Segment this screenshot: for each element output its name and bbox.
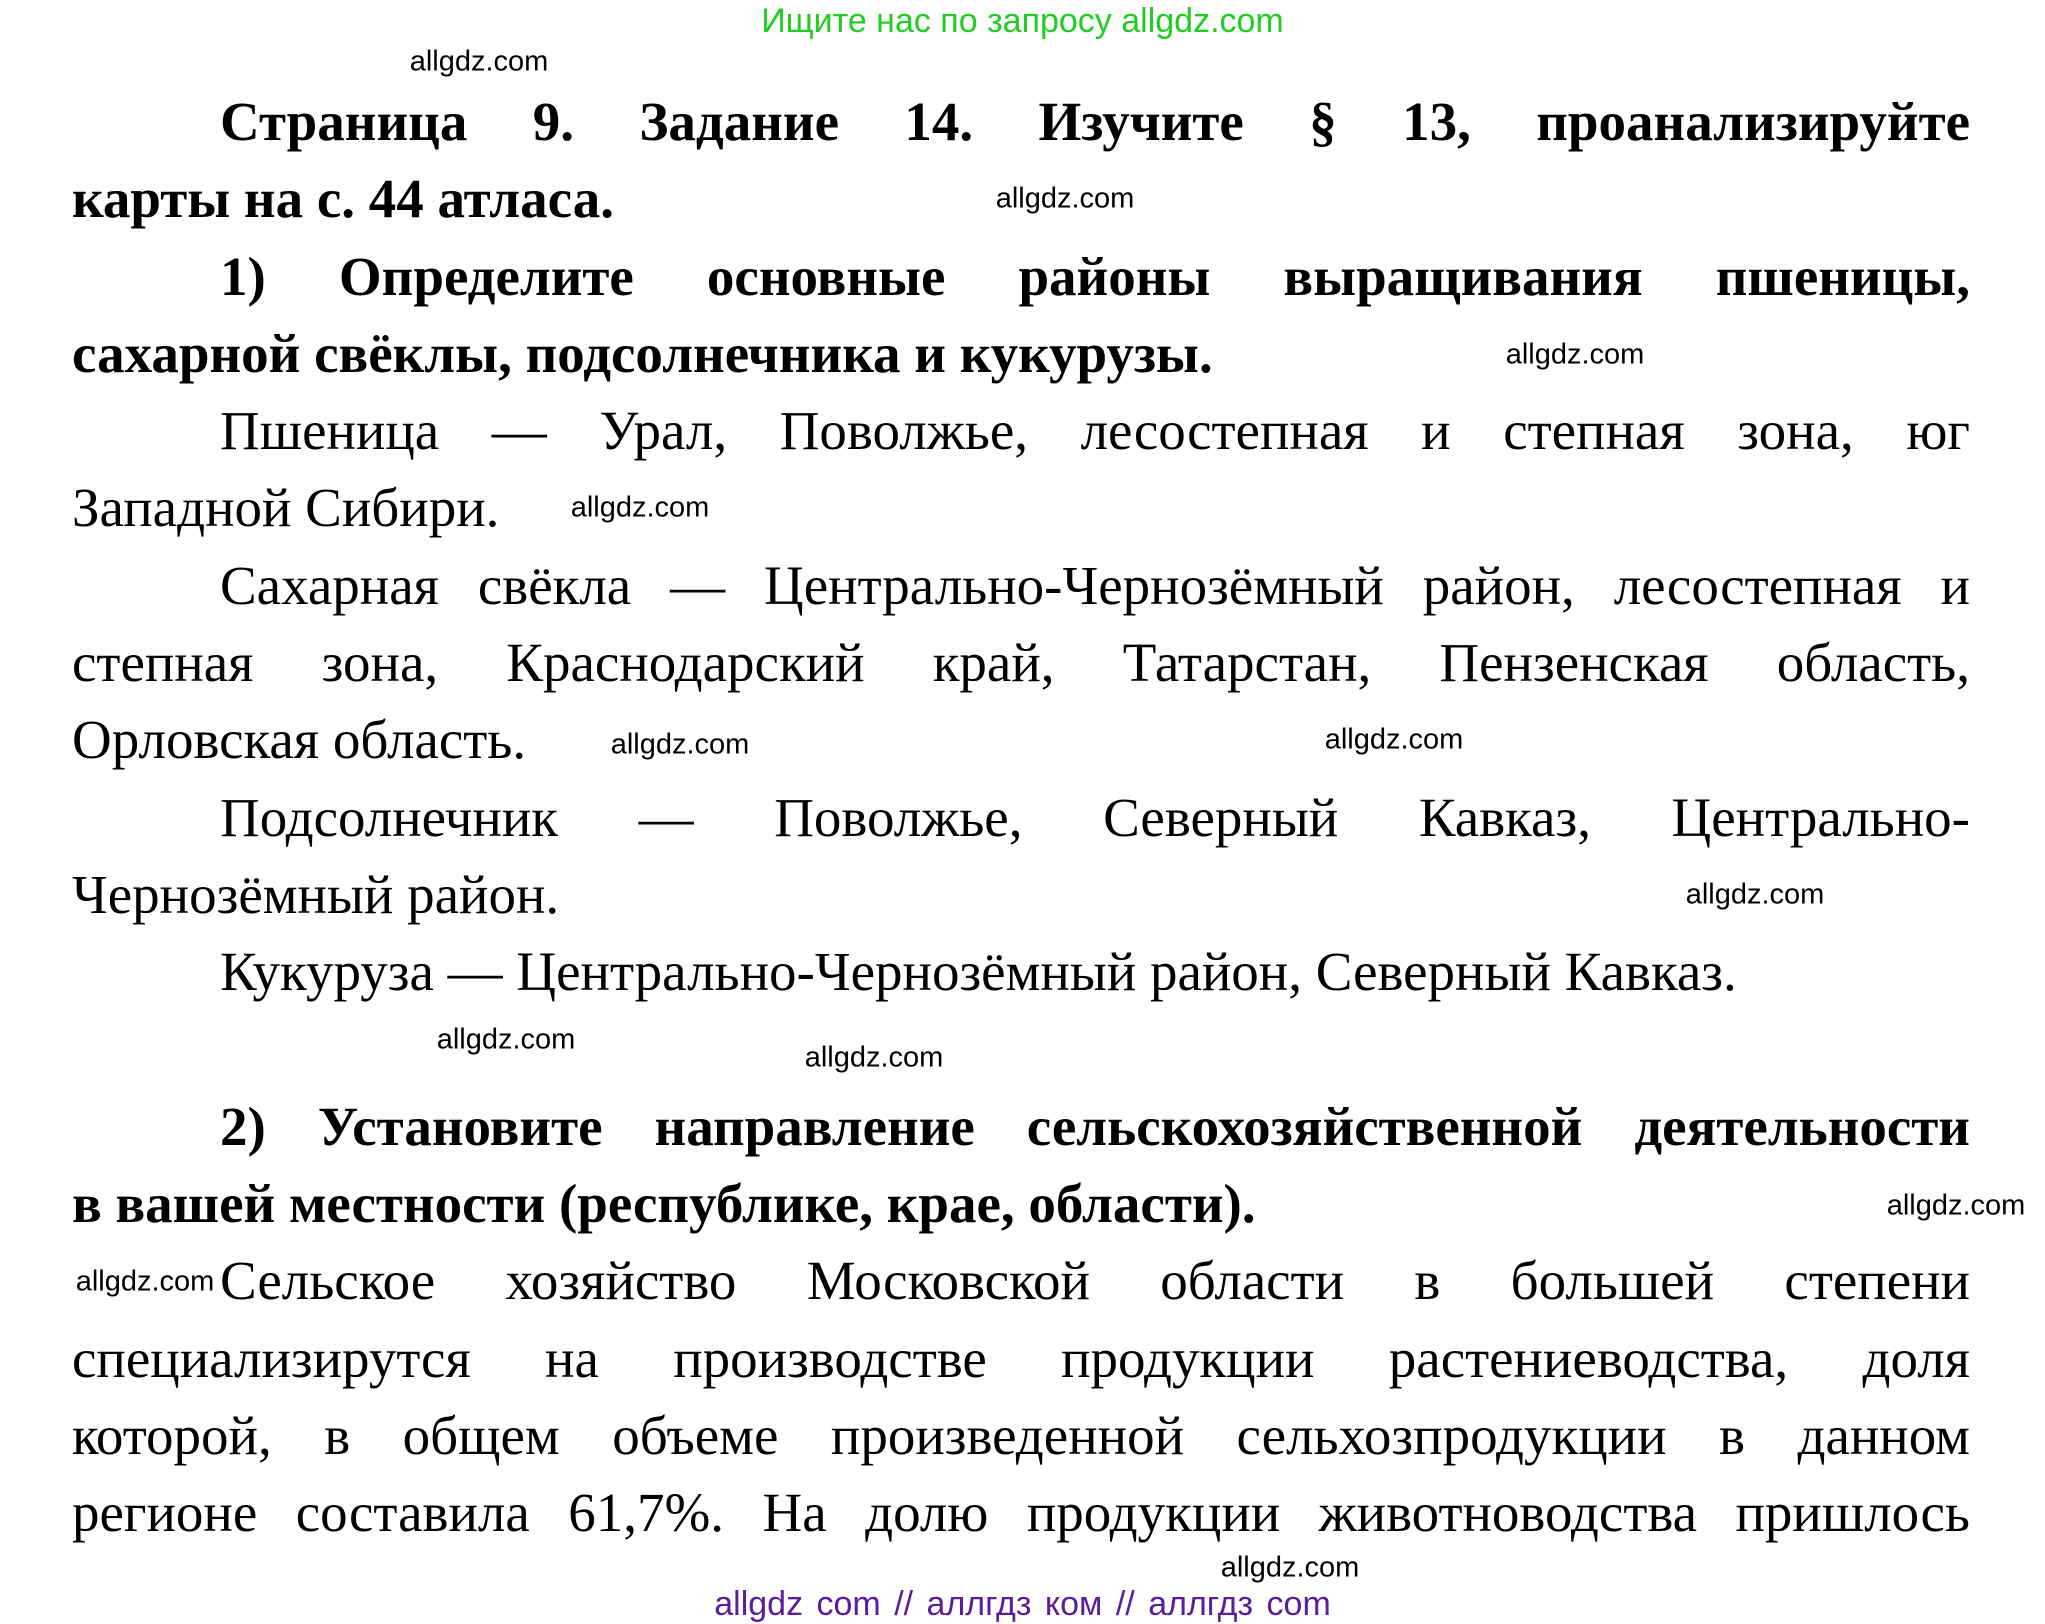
task-heading-line: Страница 9. Задание 14. Изучите § 13, проанализируйте [220, 91, 1970, 152]
watermark: allgdz.com [804, 1041, 944, 1074]
answer-wheat: Пшеница — Урал, Поволжье, лесостепная и степная зона, юг [220, 400, 1970, 462]
answer-sugar-beet: Орловская область. [72, 709, 527, 771]
watermark: allgdz.com [995, 182, 1135, 215]
top-banner[interactable]: Ищите нас по запросу allgdz.com [761, 2, 1284, 40]
question-2-line: 2) Установите направление сельскохозяйственной деятельности [220, 1095, 1970, 1157]
question-2-line: в вашей местности (республике, крае, области). [72, 1173, 1256, 1235]
answer-2-line: специализирутся на производстве продукции растениеводства, доля [72, 1327, 1970, 1389]
watermark: allgdz.com [409, 45, 549, 78]
watermark: allgdz.com [436, 1023, 576, 1056]
document-body [72, 83, 1970, 1552]
bottom-banner[interactable]: allgdz com // аллгдз ком // аллгдз com [714, 1585, 1331, 1623]
answer-2-line: Сельское хозяйство Московской области в большей степени [220, 1250, 1970, 1312]
watermark: allgdz.com [1886, 1189, 2026, 1222]
answer-sunflower: Чернозёмный район. [72, 863, 560, 925]
watermark: allgdz.com [1220, 1551, 1360, 1584]
watermark: allgdz.com [1324, 723, 1464, 756]
watermark: allgdz.com [75, 1265, 215, 1298]
answer-wheat: Западной Сибири. [72, 477, 500, 539]
watermark: allgdz.com [1685, 878, 1825, 911]
spacer [72, 1011, 1970, 1088]
watermark: allgdz.com [570, 491, 710, 524]
question-1-line: сахарной свёклы, подсолнечника и кукурузы. [72, 322, 1213, 384]
answer-corn: Кукуруза — Центрально-Чернозёмный район, Северный Кавказ. [220, 941, 1737, 1003]
answer-sugar-beet: степная зона, Краснодарский край, Татарстан, Пензенская область, [72, 632, 1970, 694]
answer-sunflower: Подсолнечник — Поволжье, Северный Кавказ, Центрально- [220, 786, 1970, 848]
task-heading-line: карты на с. 44 атласа. [72, 168, 614, 230]
answer-2-line: регионе составила 61,7%. На долю продукции животноводства пришлось [72, 1482, 1970, 1544]
answer-sugar-beet: Сахарная свёкла — Центрально-Чернозёмный район, лесостепная и [220, 554, 1970, 616]
answer-2-line: которой, в общем объеме произведенной сельхозпродукции в данном [72, 1405, 1970, 1467]
watermark: allgdz.com [610, 728, 750, 761]
watermark: allgdz.com [1505, 338, 1645, 371]
question-1-line: 1) Определите основные районы выращивания пшеницы, [220, 245, 1970, 307]
